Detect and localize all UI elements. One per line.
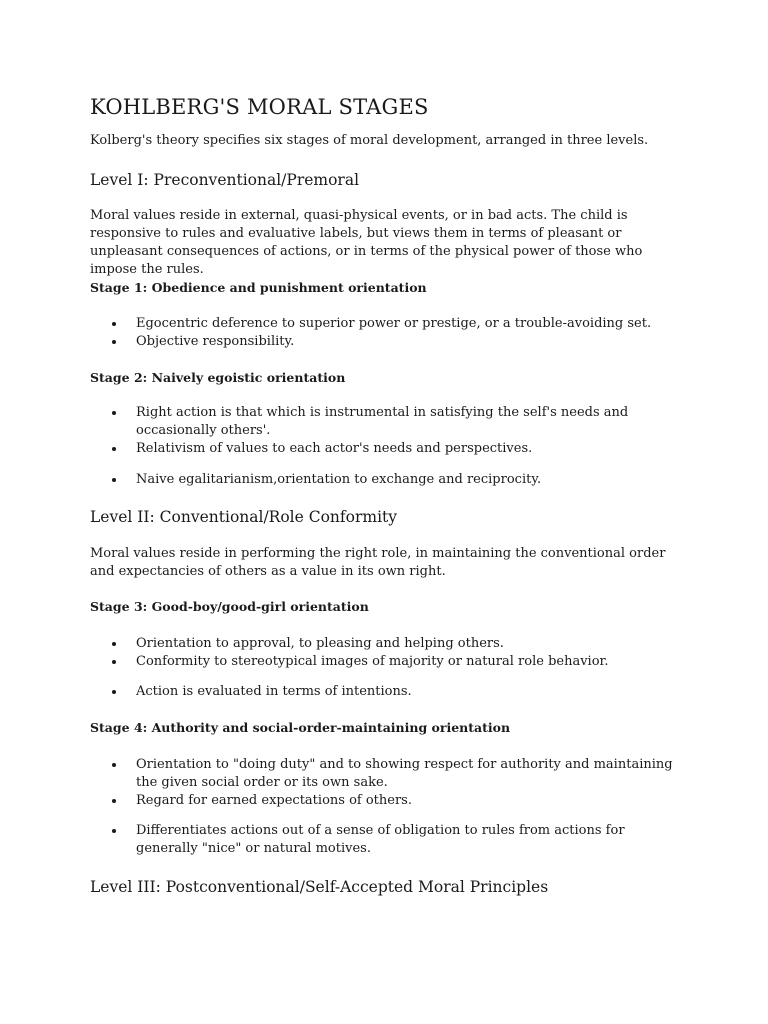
list-item	[112, 333, 676, 351]
list-item-text: Naive egalitarianism,orientation to exchange and reciprocity.	[136, 472, 542, 487]
list-item-text: Conformity to stereotypical images of majority or natural role behavior.	[136, 654, 609, 669]
list-item	[112, 756, 676, 792]
list-item	[112, 792, 676, 810]
bullet-icon	[112, 829, 116, 833]
list-item-text: Orientation to "doing duty" and to showing respect for authority and maintaining the given social order or its own sake.	[136, 757, 673, 790]
bullet-icon	[112, 642, 116, 646]
bullet-icon	[112, 447, 116, 451]
list-item-text: Egocentric deference to superior power or prestige, or a trouble-avoiding set.	[136, 316, 652, 331]
level-2-description: Moral values reside in performing the right role, in maintaining the conventional order and expectancies of others as a value in its own right.	[90, 546, 666, 579]
stage-2-heading: Stage 2: Naively egoistic orientation	[90, 370, 346, 385]
list-item	[112, 822, 676, 858]
list-item-text: Differentiates actions out of a sense of obligation to rules from actions for generally "nice" or natural motives.	[136, 823, 625, 856]
bullet-icon	[112, 411, 116, 415]
bullet-icon	[112, 340, 116, 344]
level-1-description: Moral values reside in external, quasi-physical events, or in bad acts. The child is responsive to rules and evaluative labels, but views them in terms of pleasant or unpleasant consequences of actions, or in terms of the physical power of those who impose the rules.	[90, 208, 643, 277]
list-item-text: Right action is that which is instrumental in satisfying the self's needs and occasionally others'.	[136, 405, 629, 438]
list-item-text: Objective responsibility.	[136, 334, 295, 349]
list-item	[112, 471, 676, 489]
stage-1-heading: Stage 1: Obedience and punishment orientation	[90, 280, 427, 295]
level-3-heading: Level III: Postconventional/Self-Accepted Moral Principles	[90, 878, 549, 896]
bullet-icon	[112, 763, 116, 767]
list-item-text: Regard for earned expectations of others.	[136, 793, 412, 808]
bullet-icon	[112, 478, 116, 482]
list-item	[112, 683, 676, 701]
stage-4-heading: Stage 4: Authority and social-order-maintaining orientation	[90, 720, 511, 735]
list-item-text: Relativism of values to each actor's needs and perspectives.	[136, 441, 533, 456]
list-item-text: Orientation to approval, to pleasing and helping others.	[136, 636, 504, 651]
document-title: KOHLBERG'S MORAL STAGES	[90, 95, 429, 119]
list-item	[112, 315, 676, 333]
bullet-icon	[112, 690, 116, 694]
bullet-icon	[112, 799, 116, 803]
list-item	[112, 635, 676, 653]
intro-text: Kolberg's theory specifies six stages of moral development, arranged in three levels.	[90, 133, 649, 148]
level-1-heading: Level I: Preconventional/Premoral	[90, 171, 360, 189]
list-item-text: Action is evaluated in terms of intentions.	[136, 684, 412, 699]
list-item	[112, 653, 676, 671]
stage-3-heading: Stage 3: Good-boy/good-girl orientation	[90, 599, 369, 614]
bullet-icon	[112, 322, 116, 326]
level-2-heading: Level II: Conventional/Role Conformity	[90, 508, 398, 526]
bullet-icon	[112, 660, 116, 664]
list-item	[112, 404, 676, 440]
list-item	[112, 440, 676, 458]
